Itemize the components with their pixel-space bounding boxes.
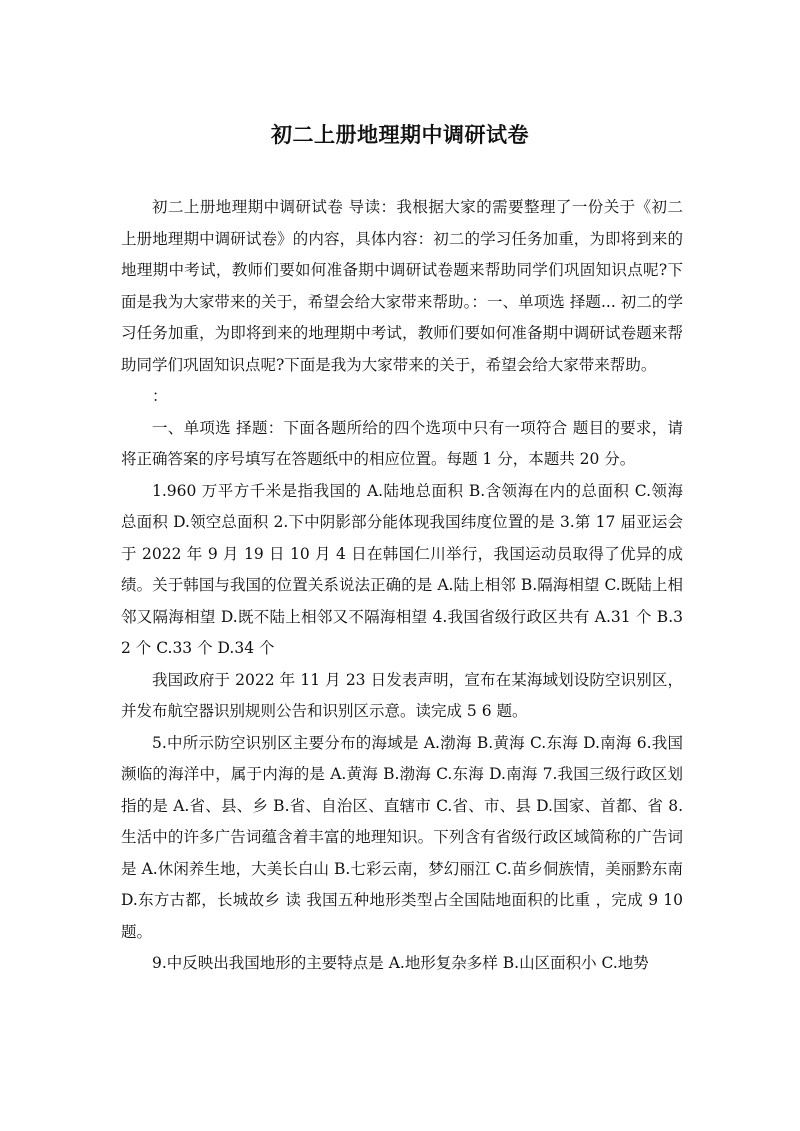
- questions-5-8: 5.中所示防空识别区主要分布的海域是 A.渤海 B.黄海 C.东海 D.南海 6.我国濒临的海洋中，属于内海的是 A.黄海 B.渤海 C.东海 D.南海 7.我国三级行政区划指的是 A.省、县、乡 B.省、自治区、直辖市 C.省、市、县 D.国家、首都、省 8.生活中的许多广告词蕴含着丰富的地理知识。下列含有省级行政区域简称的广告词是 A.休闲养生地，大美长白山 B.七彩云南，梦幻丽江 C.苗乡侗族情，美丽黔东南 D.东方古都，长城故乡 读 我国五种地形类型占全国陆地面积的比重 ，完成 9 10 题。: [121, 733, 683, 941]
- questions-1-4: 1.960 万平方千米是指我国的 A.陆地总面积 B.含领海在内的总面积 C.领海总面积 D.领空总面积 2.下中阴影部分能体现我国纬度位置的是 3.第 17 届亚运会于 2022 年 9 月 19 日 10 月 4 日在韩国仁川举行，我国运动员取得了优异的成绩。关于韩国与我国的位置关系说法正确的是 A.陆上相邻 B.隔海相望 C.既陆上相邻又隔海相望 D.既不陆上相邻又不隔海相望 4.我国省级行政区共有 A.31 个 B.32 个 C.33 个 D.34 个: [121, 481, 683, 657]
- document-title: 初二上册地理期中调研试卷: [271, 123, 529, 147]
- intro-paragraph: 初二上册地理期中调研试卷 导读：我根据大家的需要整理了一份关于《初二上册地理期中调研试卷》的内容，具体内容：初二的学习任务加重，为即将到来的地理期中考试，教师们要如何准备期中调研试卷题来帮助同学们巩固知识点呢?下面是我为大家带来的关于，希望会给大家带来帮助。：一、单项选 择题... 初二的学习任务加重，为即将到来的地理期中考试，教师们要如何准备期中调研试卷题来帮助同学们巩固知识点呢?下面是我为大家带来的关于，希望会给大家带来帮助。: [121, 198, 683, 374]
- question-9: 9.中反映出我国地形的主要特点是 A.地形复杂多样 B.山区面积小 C.地势: [152, 954, 649, 972]
- section-instructions: 一、单项选 择题：下面各题所给的四个选项中只有一项符合 题目的要求，请将正确答案的序号填写在答题纸中的相应位置。每题 1 分，本题共 20 分。: [121, 418, 683, 468]
- context-paragraph: 我国政府于 2022 年 11 月 23 日发表声明，宣布在某海域划设防空识别区，并发布航空器识别规则公告和识别区示意。读完成 5 6 题。: [121, 670, 683, 720]
- document-body: [121, 192, 683, 980]
- colon-line: ：: [152, 387, 168, 405]
